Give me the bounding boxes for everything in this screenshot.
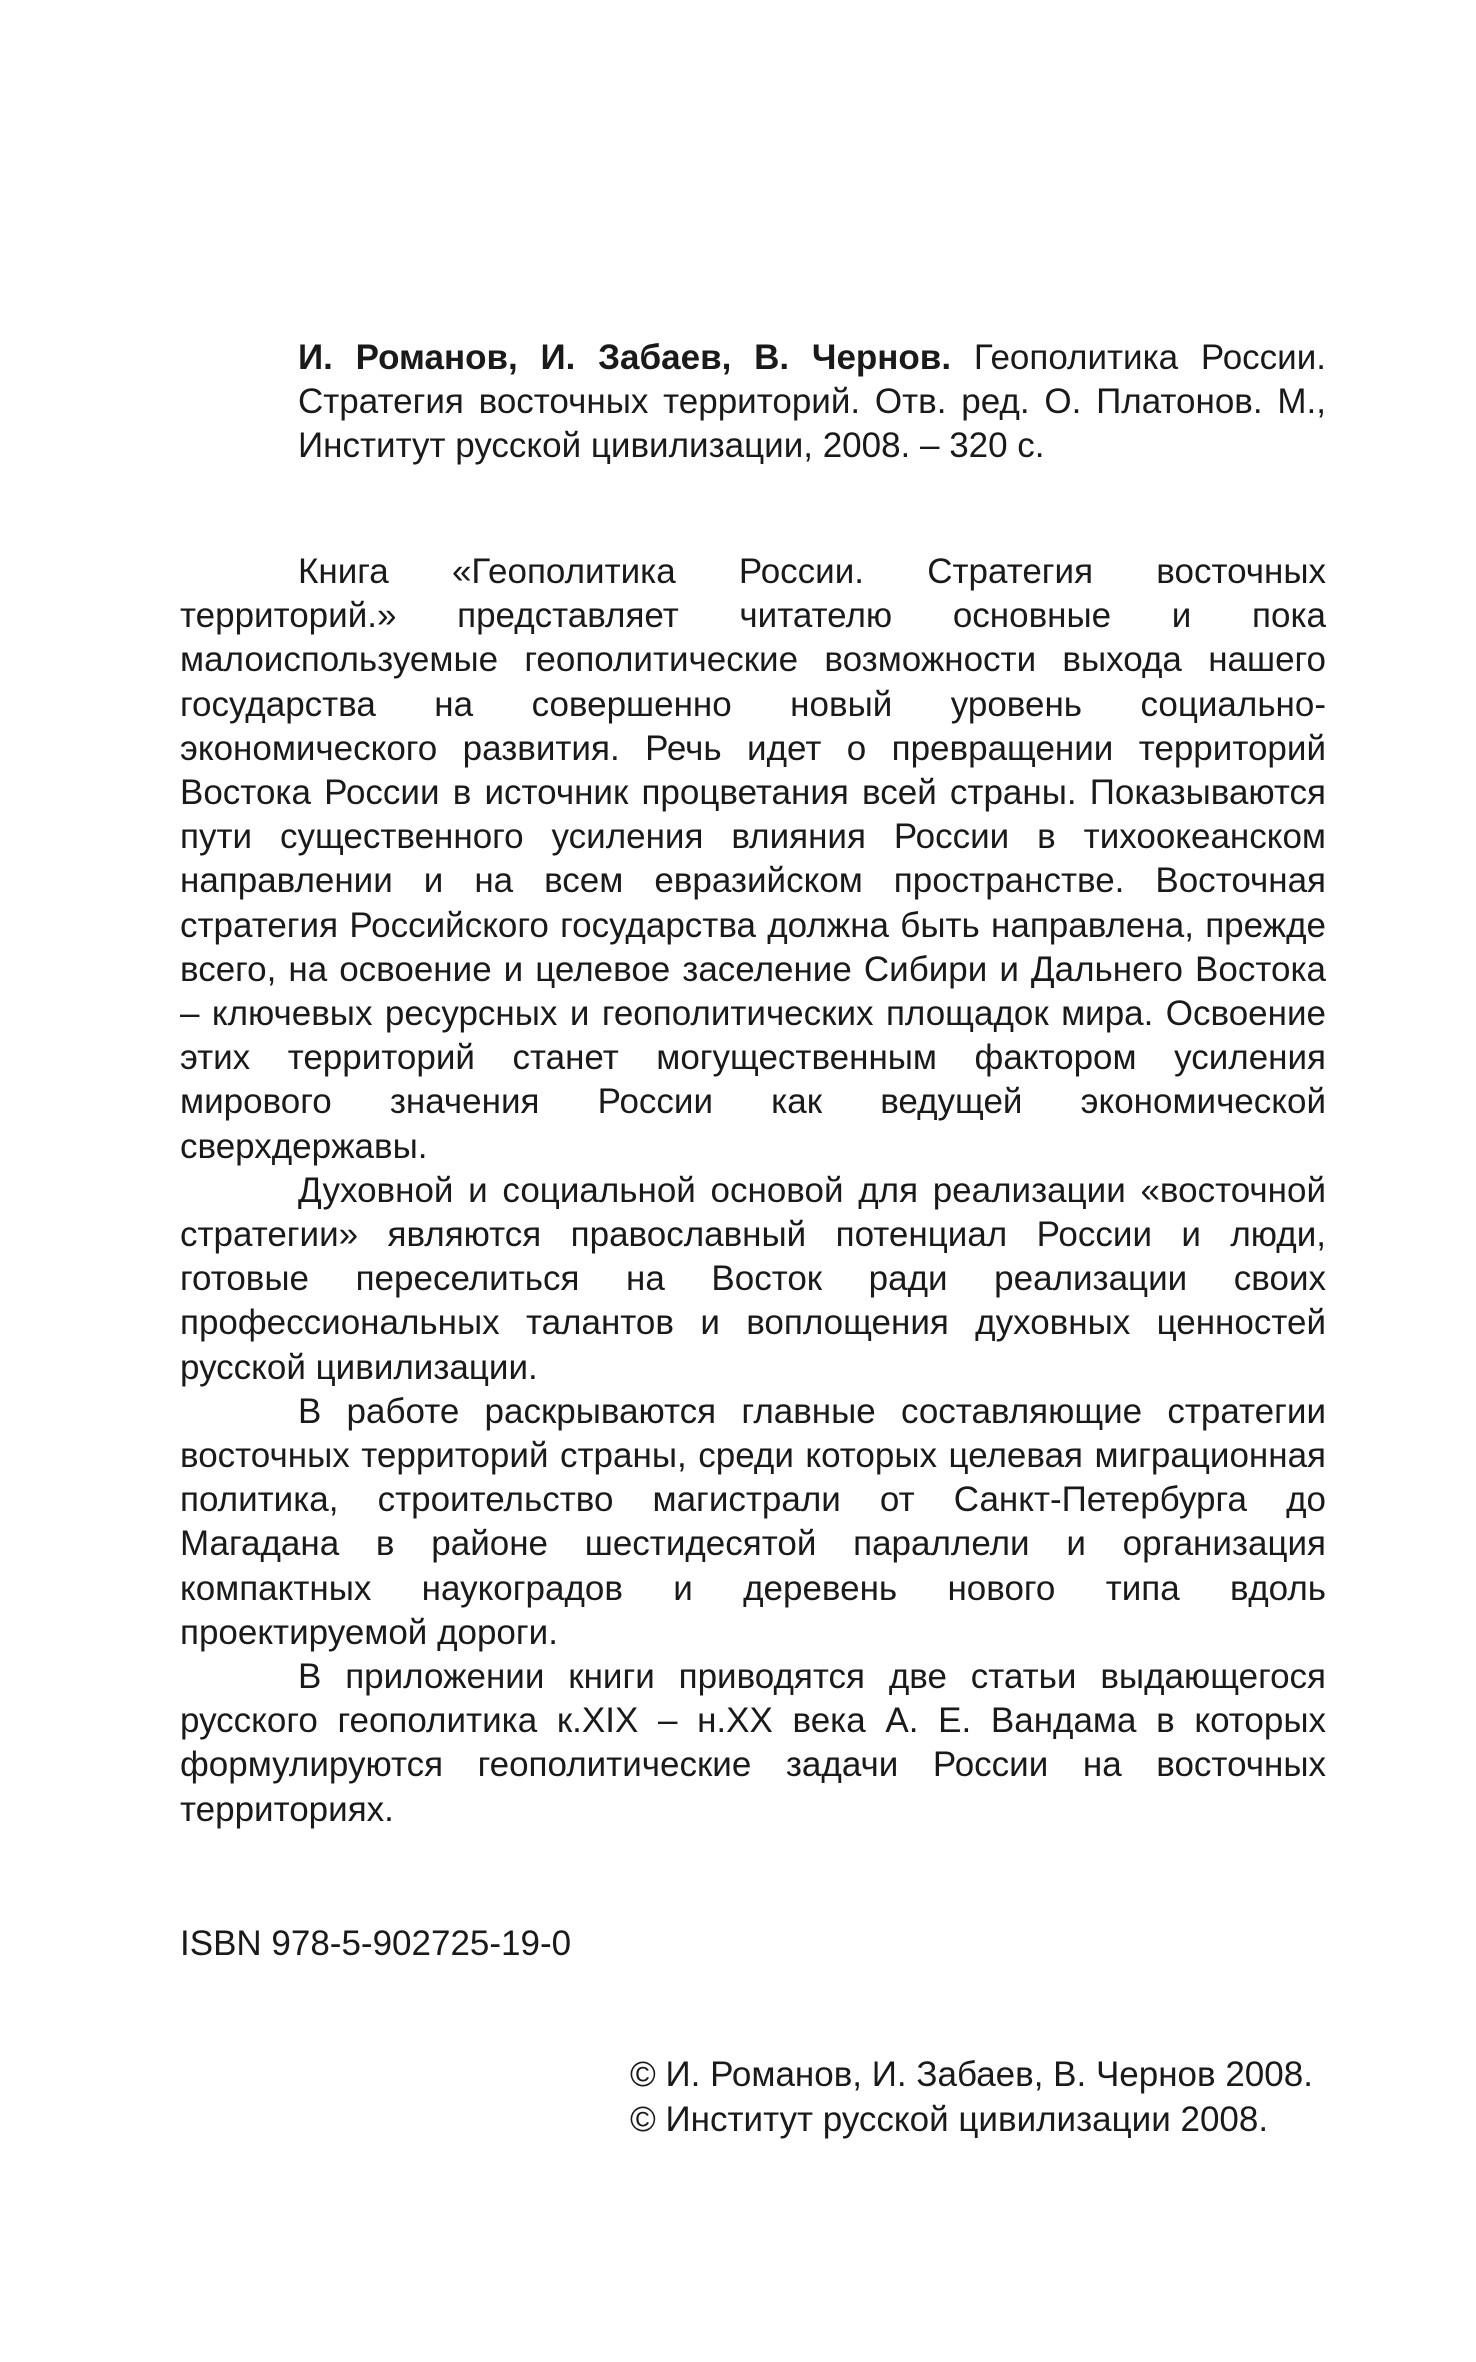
copyright-block	[630, 2052, 1313, 2142]
annotation	[180, 550, 1326, 1832]
isbn: ISBN 978-5-902725-19-0	[180, 1924, 572, 1963]
authors: И. Романов, И. Забаев, В. Чернов.	[298, 338, 952, 377]
annotation-paragraph: Книга «Геополитика России. Стратегия восточных территорий.» представляет читателю основные и пока малоиспользуемые геополитические возможности выхода нашего государства на совершенно новый уровень социально-экономического развития. Речь идет о превращении территорий Востока России в источник процветания всей страны. Показываются пути существенного усиления влияния России в тихоокеанском направлении и на всем евразийском пространстве. Восточная стратегия Российского государства должна быть направлена, прежде всего, на освоение и целевое заселение Сибири и Дальнего Востока – ключевых ресурсных и геополитических площадок мира. Освоение этих территорий станет могущественным фактором усиления мирового значения России как ведущей экономической сверхдержавы.	[180, 552, 1326, 1166]
copyright-line: © Институт русской цивилизации 2008.	[630, 2100, 1269, 2139]
copyright-line: © И. Романов, И. Забаев, В. Чернов 2008.	[630, 2055, 1313, 2094]
bibliographic-details: Геополитика России. Стратегия восточных территорий. Отв. ред. О. Платонов. М., Институт русской цивилизации, 2008. – 320 с.	[298, 338, 1326, 465]
annotation-paragraph: Духовной и социальной основой для реализации «восточной стратегии» являются православный потенциал России и люди, готовые переселиться на Восток ради реализации своих профессиональных талантов и воплощения духовных ценностей русской цивилизации.	[180, 1170, 1326, 1387]
bibliographic-record	[298, 336, 1326, 468]
annotation-paragraph: В приложении книги приводятся две статьи выдающегося русского геополитика к.XIX – н.XX века А. Е. Вандама в которых формулируются геополитические задачи России на восточных территориях.	[180, 1657, 1326, 1829]
annotation-paragraph: В работе раскрываются главные составляющие стратегии восточных территорий страны, среди которых целевая миграционная политика, строительство магистрали от Санкт-Петербурга до Магадана в районе шестидесятой параллели и организация компактных наукоградов и деревень нового типа вдоль проектируемой дороги.	[180, 1391, 1326, 1652]
